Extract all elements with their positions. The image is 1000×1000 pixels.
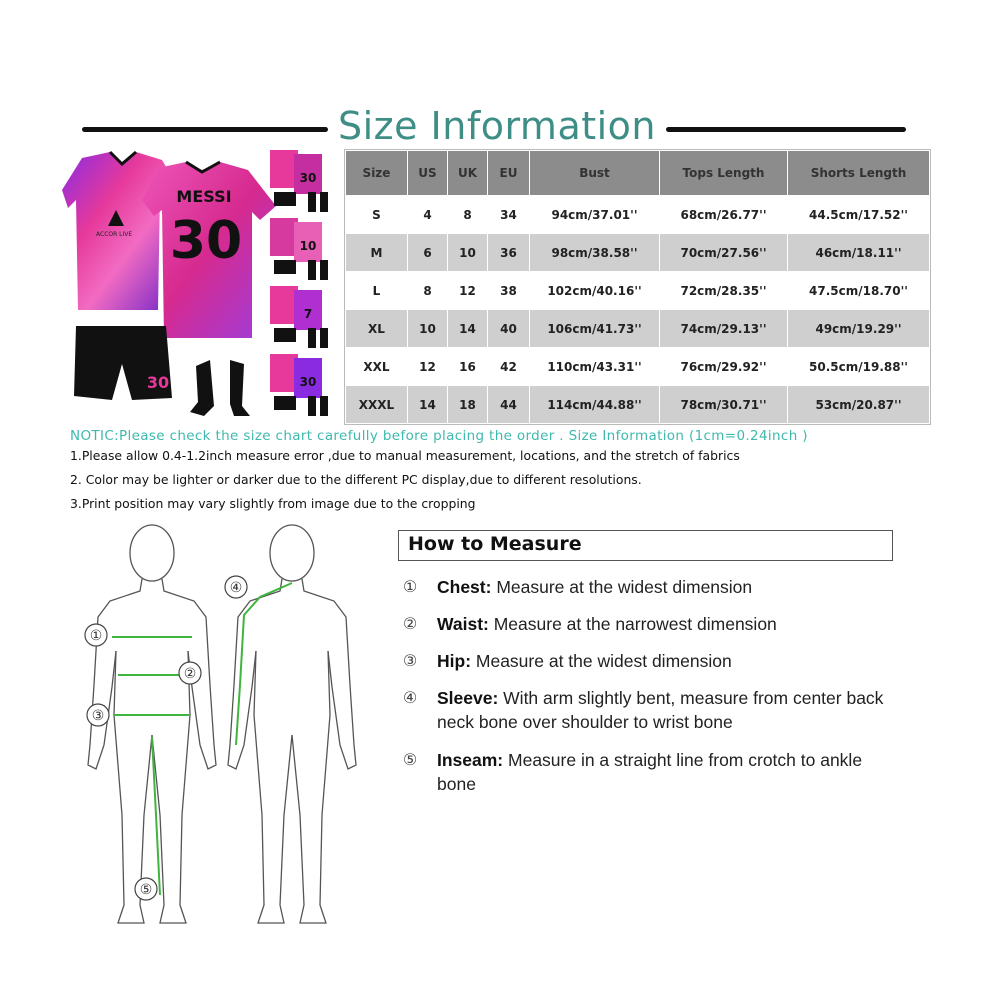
table-cell: 46cm/18.11'' bbox=[788, 234, 930, 272]
step-term: Sleeve: bbox=[437, 688, 499, 708]
note-color-variance: 2. Color may be lighter or darker due to the different PC display,due to different resolutions. bbox=[70, 472, 642, 487]
product-image bbox=[62, 150, 280, 422]
column-header: UK bbox=[448, 151, 488, 196]
table-cell: 36 bbox=[488, 234, 530, 272]
table-cell: 114cm/44.88'' bbox=[530, 386, 660, 424]
thumbnail-4 bbox=[270, 354, 328, 416]
step-text: Measure at the narrowest dimension bbox=[488, 614, 777, 634]
step-text: Measure at the widest dimension bbox=[471, 651, 732, 671]
front-body-figure bbox=[88, 525, 216, 923]
how-to-measure-heading: How to Measure bbox=[408, 533, 582, 555]
table-cell: 102cm/40.16'' bbox=[530, 272, 660, 310]
marker-chest: ① bbox=[89, 628, 103, 644]
step-text: With arm slightly bent, measure from center back neck bone over shoulder to wrist bone bbox=[437, 688, 884, 732]
marker-waist: ② bbox=[183, 666, 197, 682]
table-cell: 14 bbox=[448, 310, 488, 348]
step-term: Inseam: bbox=[437, 750, 504, 770]
table-cell: 4 bbox=[408, 196, 448, 234]
size-notice: NOTIC:Please check the size chart carefully before placing the order . Size Information (1cm=0.24inch ) bbox=[70, 428, 808, 444]
table-row bbox=[346, 310, 930, 348]
table-cell: 49cm/19.29'' bbox=[788, 310, 930, 348]
step-number: ① bbox=[402, 577, 418, 596]
table-cell: 34 bbox=[488, 196, 530, 234]
step-text: Measure in a straight line from crotch to ankle bone bbox=[437, 750, 863, 794]
table-cell: 72cm/28.35'' bbox=[660, 272, 788, 310]
svg-text:30: 30 bbox=[299, 171, 317, 185]
table-cell: 53cm/20.87'' bbox=[788, 386, 930, 424]
body-measurement-figures bbox=[60, 515, 400, 935]
table-cell: 12 bbox=[448, 272, 488, 310]
table-cell: 12 bbox=[408, 348, 448, 386]
table-cell: S bbox=[346, 196, 408, 234]
table-row bbox=[346, 272, 930, 310]
table-cell: 110cm/43.31'' bbox=[530, 348, 660, 386]
table-row bbox=[346, 234, 930, 272]
table-cell: 76cm/29.92'' bbox=[660, 348, 788, 386]
marker-inseam: ⑤ bbox=[139, 882, 153, 898]
table-cell: 38 bbox=[488, 272, 530, 310]
title-rule-left bbox=[82, 127, 328, 132]
column-header: Shorts Length bbox=[788, 151, 930, 196]
step-number: ④ bbox=[402, 688, 418, 707]
note-print-position: 3.Print position may vary slightly from image due to the cropping bbox=[70, 496, 476, 511]
size-chart-table bbox=[345, 150, 930, 424]
step-number: ③ bbox=[402, 651, 418, 670]
step-number: ② bbox=[402, 614, 418, 633]
step-term: Chest: bbox=[437, 577, 492, 597]
table-cell: XXXL bbox=[346, 386, 408, 424]
thumbnail-2 bbox=[270, 218, 328, 280]
table-cell: 42 bbox=[488, 348, 530, 386]
step-number: ⑤ bbox=[402, 750, 418, 769]
svg-text:10: 10 bbox=[299, 239, 317, 253]
jersey-name: MESSI bbox=[176, 187, 232, 206]
thumbnail-1 bbox=[270, 150, 328, 212]
table-cell: 44 bbox=[488, 386, 530, 424]
table-cell: 6 bbox=[408, 234, 448, 272]
thumbnail-3 bbox=[270, 286, 328, 348]
marker-sleeve: ④ bbox=[229, 580, 243, 596]
table-cell: 68cm/26.77'' bbox=[660, 196, 788, 234]
column-header: Tops Length bbox=[660, 151, 788, 196]
table-cell: 18 bbox=[448, 386, 488, 424]
step-term: Waist: bbox=[437, 614, 489, 634]
table-cell: 47.5cm/18.70'' bbox=[788, 272, 930, 310]
table-row bbox=[346, 348, 930, 386]
table-cell: 50.5cm/19.88'' bbox=[788, 348, 930, 386]
column-header: Size bbox=[346, 151, 408, 196]
page-title: Size Information bbox=[337, 104, 657, 148]
svg-text:7: 7 bbox=[303, 307, 313, 321]
table-cell: 106cm/41.73'' bbox=[530, 310, 660, 348]
table-cell: 8 bbox=[448, 196, 488, 234]
table-cell: 98cm/38.58'' bbox=[530, 234, 660, 272]
table-cell: 44.5cm/17.52'' bbox=[788, 196, 930, 234]
table-cell: 10 bbox=[408, 310, 448, 348]
table-cell: 8 bbox=[408, 272, 448, 310]
title-rule-right bbox=[666, 127, 906, 132]
table-row bbox=[346, 386, 930, 424]
jersey-number: 30 bbox=[169, 211, 243, 271]
table-cell: M bbox=[346, 234, 408, 272]
svg-text:30: 30 bbox=[299, 375, 317, 389]
table-cell: 70cm/27.56'' bbox=[660, 234, 788, 272]
table-cell: 94cm/37.01'' bbox=[530, 196, 660, 234]
table-cell: XXL bbox=[346, 348, 408, 386]
shorts-number: 30 bbox=[146, 373, 170, 392]
step-text: Measure at the widest dimension bbox=[491, 577, 753, 597]
column-header: US bbox=[408, 151, 448, 196]
table-cell: XL bbox=[346, 310, 408, 348]
table-cell: 40 bbox=[488, 310, 530, 348]
step-term: Hip: bbox=[437, 651, 472, 671]
table-cell: 14 bbox=[408, 386, 448, 424]
sponsor-text: ACCOR LIVE bbox=[96, 231, 133, 238]
table-cell: 74cm/29.13'' bbox=[660, 310, 788, 348]
column-header: EU bbox=[488, 151, 530, 196]
table-cell: 78cm/30.71'' bbox=[660, 386, 788, 424]
table-cell: 10 bbox=[448, 234, 488, 272]
table-cell: L bbox=[346, 272, 408, 310]
marker-hip: ③ bbox=[91, 708, 105, 724]
table-cell: 16 bbox=[448, 348, 488, 386]
variant-thumbnails bbox=[268, 148, 338, 422]
table-header-row bbox=[346, 151, 930, 196]
column-header: Bust bbox=[530, 151, 660, 196]
note-measure-error: 1.Please allow 0.4-1.2inch measure error ,due to manual measurement, locations, and the stretch of fabrics bbox=[70, 448, 740, 463]
table-row bbox=[346, 196, 930, 234]
